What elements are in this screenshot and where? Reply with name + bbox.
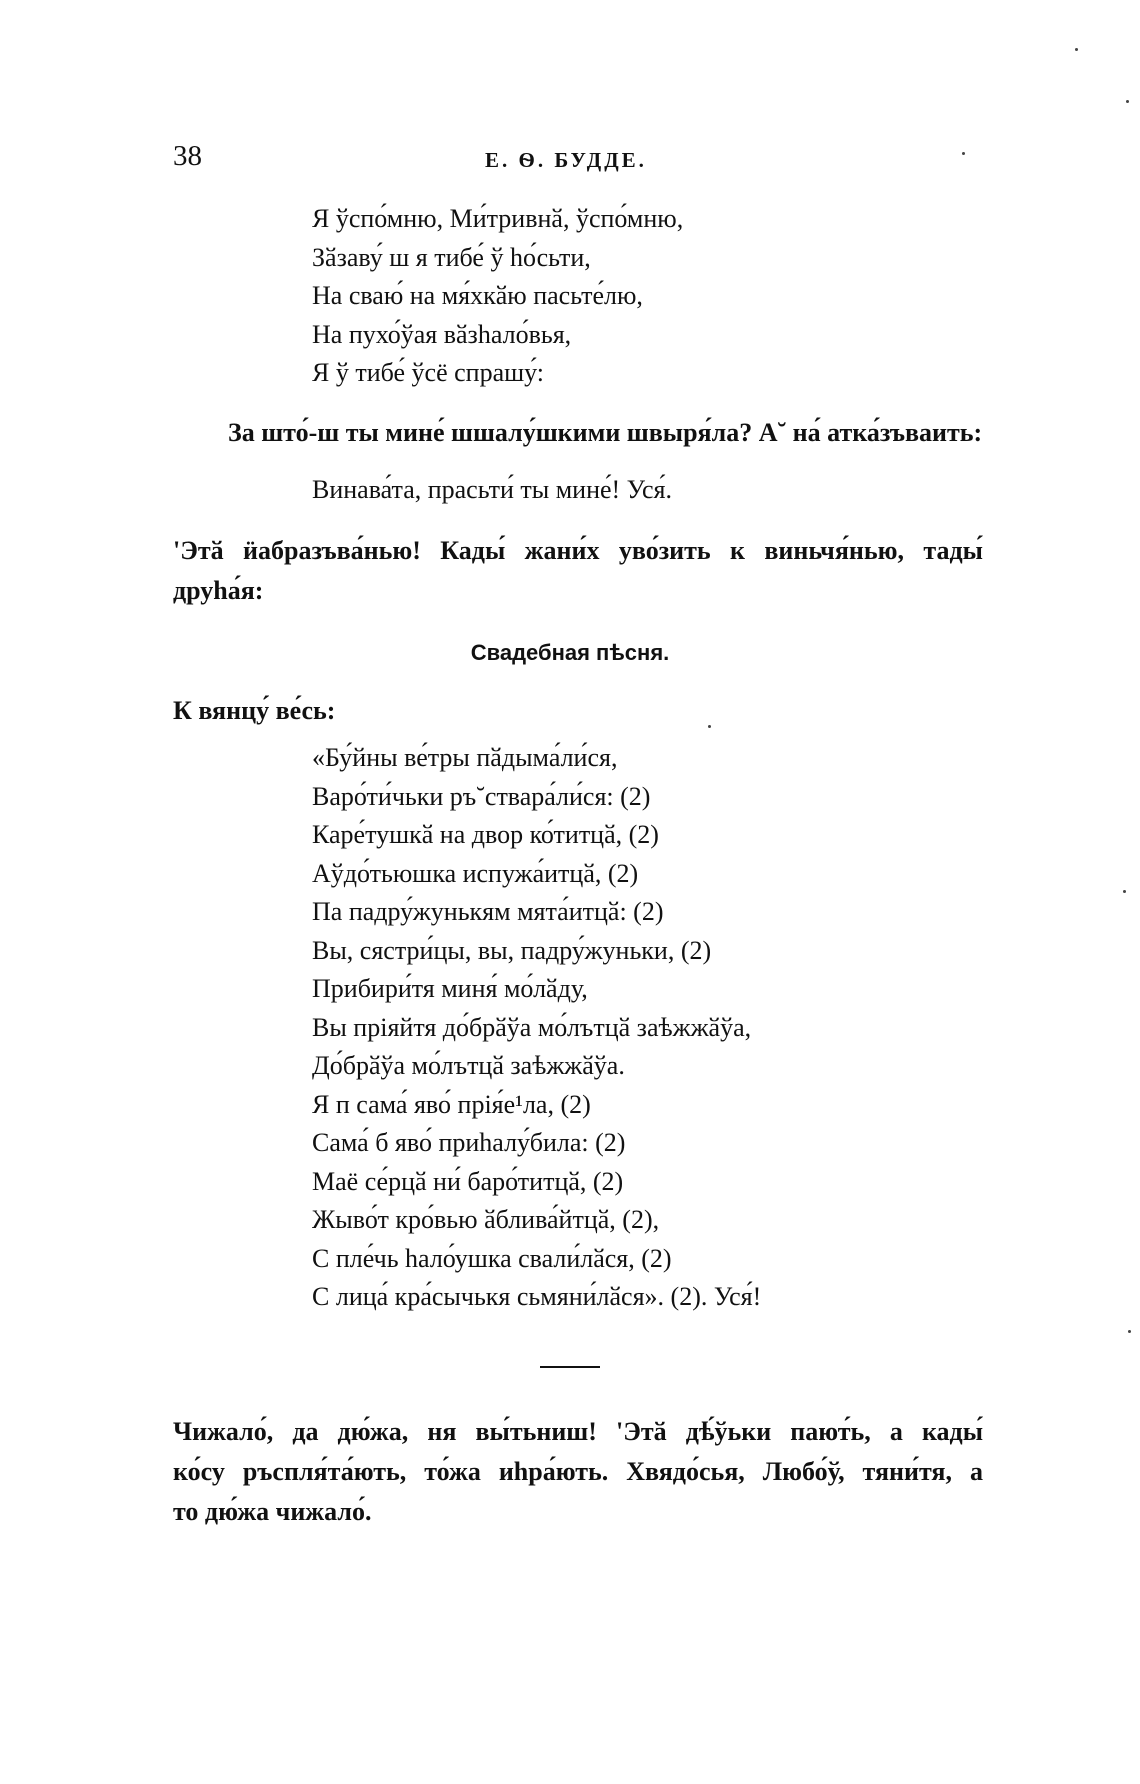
paragraph-line: друhа́я: — [173, 576, 264, 605]
verse-line: Сама́ б яво́ приhалу́била: (2) — [312, 1128, 626, 1157]
word: ӥабразъва́нью! — [243, 536, 421, 565]
word: тады́ — [923, 536, 983, 565]
verse-line: На пухо́ўая вӑзhало́вья, — [312, 319, 572, 349]
word: к — [730, 536, 746, 565]
verse-stanza-1 — [312, 200, 683, 393]
verse-line: Па падру́жунькям мята́итцӑ: (2) — [312, 897, 664, 926]
word: то́жа — [424, 1457, 481, 1486]
paragraph-line: то дю́жа чижало́. — [173, 1497, 372, 1526]
verse-line: Варо́ти́чьки ръ˘ствара́ли́ся: (2) — [312, 781, 651, 811]
scan-speck — [962, 152, 965, 155]
word: тяни́тя, — [862, 1457, 952, 1486]
word: вы́тьниш! — [475, 1417, 597, 1446]
word: а — [969, 1457, 983, 1486]
verse-line: Жыво́т кро́вью ӑблива́йтцӑ, (2), — [312, 1205, 660, 1234]
word: дю́жа, — [337, 1417, 409, 1446]
word: Хвядо́сья, — [626, 1457, 745, 1486]
scan-speck — [1126, 100, 1129, 103]
verse-line: Маё се́рцӑ ни́ баро́титцӑ, (2) — [312, 1166, 624, 1196]
word: Кады́ — [440, 536, 506, 565]
word: виньчя́нью, — [764, 536, 904, 565]
paragraph-line — [173, 1412, 983, 1452]
word: пают́ь, — [790, 1417, 871, 1446]
prose-paragraph-4 — [173, 1412, 983, 1532]
verse-line: Аўдо́тьюшка испужа́итцӑ, (2) — [312, 858, 639, 888]
word: ръспля́та́ють, — [242, 1457, 407, 1486]
page-number: 38 — [173, 140, 202, 172]
prose-reply: Винава́та, прасьти́ ты мине́! Уся́. — [312, 475, 672, 504]
word: иhра́ють. — [498, 1457, 609, 1486]
running-title: Е. Ѳ. БУДДЕ. — [485, 148, 647, 172]
verse-line: Я п сама́ яво́ прія́е¹ла, (2) — [312, 1089, 591, 1119]
verse-line: Зӑзаву́ ш я тибе́ ў hо́сьти, — [312, 242, 591, 272]
word: ко́су — [173, 1457, 225, 1486]
verse-line: Я ў тибе́ ўсё спрашу́: — [312, 358, 545, 387]
prose-paragraph-2 — [173, 531, 983, 611]
verse-line: «Бу́йны ве́тры пӑдыма́ли́ся, — [312, 743, 618, 772]
scan-speck — [708, 725, 711, 728]
verse-line: Вы пріяйтя до́брӑўа мо́лътцӑ заѣжжӑўа, — [312, 1012, 752, 1042]
word: Чижало́, — [173, 1417, 274, 1446]
prose-intro: К вянцу́ ве́сь: — [173, 696, 336, 725]
scan-speck — [1123, 890, 1126, 893]
verse-line: С лица́ кра́сычькя сьмяни́лӑся». (2). Уся́! — [312, 1282, 762, 1311]
prose-question: За што́-ш ты мине́ шшалу́шкими швыря́ла? А˘ на́ атка́зъваить: — [228, 418, 983, 447]
verse-line: С пле́чь hало́ушка свали́лӑся, (2) — [312, 1243, 672, 1273]
paragraph-line — [173, 1452, 983, 1492]
word: ня — [427, 1417, 457, 1446]
verse-stanza-2 — [312, 739, 761, 1317]
section-divider — [540, 1366, 600, 1368]
word: 'Этӑ — [173, 536, 224, 565]
verse-line: Вы, сястри́цы, вы, падру́жуньки, (2) — [312, 935, 712, 965]
song-title: Свадебная пѣсня. — [470, 640, 670, 665]
word: Любо́ў, — [762, 1457, 845, 1486]
word: да — [292, 1417, 319, 1446]
scan-speck — [1128, 1330, 1131, 1333]
word: дѣ́ўьки — [685, 1417, 772, 1446]
verse-line: Я ўспо́мню, Ми́тривнӑ, ўспо́мню, — [312, 204, 684, 233]
word: а — [889, 1417, 903, 1446]
verse-line: Прибири́тя миня́ мо́лӑду, — [312, 974, 588, 1003]
word: 'Этӑ — [616, 1417, 667, 1446]
verse-line: Каре́тушкӑ на двор ко́титцӑ, (2) — [312, 820, 659, 849]
paragraph-line — [173, 531, 983, 571]
word: кады́ — [921, 1417, 983, 1446]
word: жани́х — [524, 536, 600, 565]
word: уво́зить — [618, 536, 711, 565]
scan-speck — [1075, 48, 1078, 51]
verse-line: На сваю́ на мя́хкӑю пасьте́лю, — [312, 281, 643, 310]
verse-line: До́брӑўа мо́лътцӑ заѣжжӑўа. — [312, 1051, 625, 1080]
